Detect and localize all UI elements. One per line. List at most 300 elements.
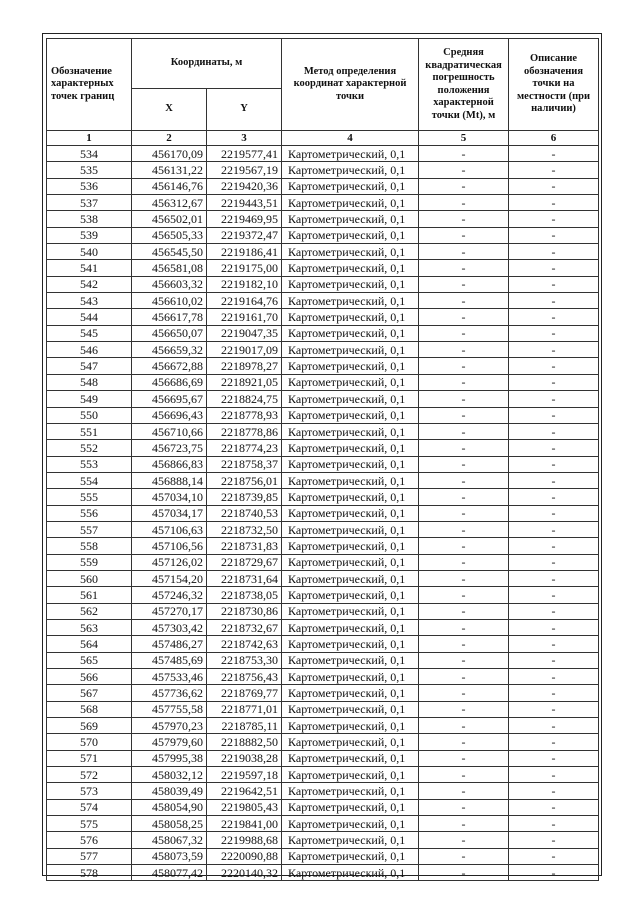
error-cell: - <box>419 521 509 537</box>
method-cell: Картометрический, 0,1 <box>282 685 419 701</box>
table-row <box>47 619 599 635</box>
method-cell: Картометрический, 0,1 <box>282 342 419 358</box>
point-number-cell: 573 <box>47 783 132 799</box>
y-coordinate-cell: 2218731,83 <box>207 538 282 554</box>
description-cell: - <box>509 538 599 554</box>
point-number-cell: 558 <box>47 538 132 554</box>
point-number-cell: 541 <box>47 260 132 276</box>
description-cell: - <box>509 554 599 570</box>
point-number-cell: 556 <box>47 505 132 521</box>
method-cell: Картометрический, 0,1 <box>282 423 419 439</box>
description-cell: - <box>509 718 599 734</box>
description-cell: - <box>509 570 599 586</box>
y-coordinate-cell: 2218742,63 <box>207 636 282 652</box>
table-row <box>47 309 599 325</box>
y-coordinate-cell: 2218769,77 <box>207 685 282 701</box>
point-number-cell: 568 <box>47 701 132 717</box>
error-cell: - <box>419 407 509 423</box>
method-cell: Картометрический, 0,1 <box>282 358 419 374</box>
description-cell: - <box>509 669 599 685</box>
description-cell: - <box>509 636 599 652</box>
y-coordinate-cell: 2218730,86 <box>207 603 282 619</box>
description-cell: - <box>509 195 599 211</box>
point-number-cell: 549 <box>47 391 132 407</box>
table-row <box>47 570 599 586</box>
method-cell: Картометрический, 0,1 <box>282 865 419 881</box>
description-cell: - <box>509 750 599 766</box>
method-cell: Картометрический, 0,1 <box>282 456 419 472</box>
y-coordinate-cell: 2219047,35 <box>207 325 282 341</box>
point-number-cell: 544 <box>47 309 132 325</box>
x-coordinate-cell: 458073,59 <box>132 848 207 864</box>
point-number-cell: 566 <box>47 669 132 685</box>
y-coordinate-cell: 2218758,37 <box>207 456 282 472</box>
method-cell: Картометрический, 0,1 <box>282 472 419 488</box>
point-number-cell: 535 <box>47 162 132 178</box>
method-cell: Картометрический, 0,1 <box>282 146 419 162</box>
error-cell: - <box>419 293 509 309</box>
x-coordinate-cell: 456545,50 <box>132 244 207 260</box>
description-cell: - <box>509 260 599 276</box>
x-coordinate-cell: 456312,67 <box>132 195 207 211</box>
error-cell: - <box>419 342 509 358</box>
point-number-cell: 575 <box>47 816 132 832</box>
error-cell: - <box>419 619 509 635</box>
description-cell: - <box>509 767 599 783</box>
error-cell: - <box>419 391 509 407</box>
point-number-cell: 571 <box>47 750 132 766</box>
column-number: 3 <box>207 131 282 146</box>
y-coordinate-cell: 2219161,70 <box>207 309 282 325</box>
error-cell: - <box>419 685 509 701</box>
x-coordinate-cell: 456603,32 <box>132 276 207 292</box>
x-coordinate-cell: 457106,56 <box>132 538 207 554</box>
table-row <box>47 358 599 374</box>
point-number-cell: 565 <box>47 652 132 668</box>
table-row <box>47 799 599 815</box>
table-row <box>47 603 599 619</box>
point-number-cell: 536 <box>47 178 132 194</box>
y-coordinate-cell: 2219420,36 <box>207 178 282 194</box>
error-cell: - <box>419 652 509 668</box>
error-cell: - <box>419 309 509 325</box>
error-cell: - <box>419 750 509 766</box>
x-coordinate-cell: 456888,14 <box>132 472 207 488</box>
point-number-cell: 548 <box>47 374 132 390</box>
error-cell: - <box>419 325 509 341</box>
method-cell: Картометрический, 0,1 <box>282 391 419 407</box>
error-cell: - <box>419 587 509 603</box>
description-cell: - <box>509 374 599 390</box>
point-number-cell: 570 <box>47 734 132 750</box>
x-coordinate-cell: 456505,33 <box>132 227 207 243</box>
table-row <box>47 276 599 292</box>
y-coordinate-cell: 2219597,18 <box>207 767 282 783</box>
column-number: 5 <box>419 131 509 146</box>
header-error: Средняя квадратическая погрешность положения характерной точки (Mt), м <box>419 39 509 131</box>
method-cell: Картометрический, 0,1 <box>282 505 419 521</box>
description-cell: - <box>509 358 599 374</box>
table-row <box>47 816 599 832</box>
description-cell: - <box>509 832 599 848</box>
error-cell: - <box>419 260 509 276</box>
method-cell: Картометрический, 0,1 <box>282 718 419 734</box>
description-cell: - <box>509 603 599 619</box>
error-cell: - <box>419 603 509 619</box>
table-row <box>47 685 599 701</box>
method-cell: Картометрический, 0,1 <box>282 750 419 766</box>
point-number-cell: 554 <box>47 472 132 488</box>
description-cell: - <box>509 865 599 881</box>
error-cell: - <box>419 570 509 586</box>
error-cell: - <box>419 734 509 750</box>
table-row <box>47 521 599 537</box>
method-cell: Картометрический, 0,1 <box>282 848 419 864</box>
method-cell: Картометрический, 0,1 <box>282 783 419 799</box>
method-cell: Картометрический, 0,1 <box>282 669 419 685</box>
method-cell: Картометрический, 0,1 <box>282 178 419 194</box>
error-cell: - <box>419 374 509 390</box>
method-cell: Картометрический, 0,1 <box>282 440 419 456</box>
y-coordinate-cell: 2218738,05 <box>207 587 282 603</box>
table-row <box>47 472 599 488</box>
method-cell: Картометрический, 0,1 <box>282 603 419 619</box>
x-coordinate-cell: 456672,88 <box>132 358 207 374</box>
error-cell: - <box>419 799 509 815</box>
column-number: 4 <box>282 131 419 146</box>
method-cell: Картометрический, 0,1 <box>282 619 419 635</box>
column-number: 2 <box>132 131 207 146</box>
y-coordinate-cell: 2219164,76 <box>207 293 282 309</box>
y-coordinate-cell: 2218774,23 <box>207 440 282 456</box>
x-coordinate-cell: 457034,17 <box>132 505 207 521</box>
x-coordinate-cell: 456617,78 <box>132 309 207 325</box>
y-coordinate-cell: 2218824,75 <box>207 391 282 407</box>
method-cell: Картометрический, 0,1 <box>282 407 419 423</box>
table-row <box>47 489 599 505</box>
y-coordinate-cell: 2219469,95 <box>207 211 282 227</box>
method-cell: Картометрический, 0,1 <box>282 211 419 227</box>
table-row <box>47 767 599 783</box>
description-cell: - <box>509 325 599 341</box>
description-cell: - <box>509 423 599 439</box>
y-coordinate-cell: 2219841,00 <box>207 816 282 832</box>
x-coordinate-cell: 456502,01 <box>132 211 207 227</box>
x-coordinate-cell: 457755,58 <box>132 701 207 717</box>
x-coordinate-cell: 456695,67 <box>132 391 207 407</box>
description-cell: - <box>509 407 599 423</box>
point-number-cell: 576 <box>47 832 132 848</box>
error-cell: - <box>419 178 509 194</box>
point-number-cell: 550 <box>47 407 132 423</box>
method-cell: Картометрический, 0,1 <box>282 767 419 783</box>
x-coordinate-cell: 458039,49 <box>132 783 207 799</box>
table-row <box>47 652 599 668</box>
x-coordinate-cell: 456659,32 <box>132 342 207 358</box>
description-cell: - <box>509 227 599 243</box>
column-number: 6 <box>509 131 599 146</box>
table-row <box>47 750 599 766</box>
error-cell: - <box>419 865 509 881</box>
point-number-cell: 564 <box>47 636 132 652</box>
table-row <box>47 211 599 227</box>
description-cell: - <box>509 848 599 864</box>
method-cell: Картометрический, 0,1 <box>282 489 419 505</box>
point-number-cell: 534 <box>47 146 132 162</box>
point-number-cell: 540 <box>47 244 132 260</box>
point-number-cell: 577 <box>47 848 132 864</box>
point-number-cell: 559 <box>47 554 132 570</box>
error-cell: - <box>419 244 509 260</box>
point-number-cell: 553 <box>47 456 132 472</box>
error-cell: - <box>419 505 509 521</box>
description-cell: - <box>509 799 599 815</box>
error-cell: - <box>419 783 509 799</box>
table-row <box>47 146 599 162</box>
x-coordinate-cell: 456710,66 <box>132 423 207 439</box>
y-coordinate-cell: 2218771,01 <box>207 701 282 717</box>
x-coordinate-cell: 456650,07 <box>132 325 207 341</box>
y-coordinate-cell: 2218729,67 <box>207 554 282 570</box>
column-number-row <box>47 131 599 146</box>
error-cell: - <box>419 211 509 227</box>
error-cell: - <box>419 767 509 783</box>
point-number-cell: 552 <box>47 440 132 456</box>
point-number-cell: 545 <box>47 325 132 341</box>
y-coordinate-cell: 2220090,88 <box>207 848 282 864</box>
y-coordinate-cell: 2219988,68 <box>207 832 282 848</box>
description-cell: - <box>509 783 599 799</box>
x-coordinate-cell: 458032,12 <box>132 767 207 783</box>
y-coordinate-cell: 2218756,43 <box>207 669 282 685</box>
x-coordinate-cell: 457303,42 <box>132 619 207 635</box>
error-cell: - <box>419 440 509 456</box>
x-coordinate-cell: 457485,69 <box>132 652 207 668</box>
description-cell: - <box>509 178 599 194</box>
y-coordinate-cell: 2218882,50 <box>207 734 282 750</box>
x-coordinate-cell: 458067,32 <box>132 832 207 848</box>
table-row <box>47 195 599 211</box>
y-coordinate-cell: 2218921,05 <box>207 374 282 390</box>
table-row <box>47 391 599 407</box>
method-cell: Картометрический, 0,1 <box>282 293 419 309</box>
x-coordinate-cell: 457154,20 <box>132 570 207 586</box>
table-row <box>47 636 599 652</box>
method-cell: Картометрический, 0,1 <box>282 521 419 537</box>
point-number-cell: 563 <box>47 619 132 635</box>
description-cell: - <box>509 211 599 227</box>
y-coordinate-cell: 2219372,47 <box>207 227 282 243</box>
method-cell: Картометрический, 0,1 <box>282 570 419 586</box>
description-cell: - <box>509 685 599 701</box>
point-number-cell: 567 <box>47 685 132 701</box>
description-cell: - <box>509 816 599 832</box>
error-cell: - <box>419 456 509 472</box>
x-coordinate-cell: 457270,17 <box>132 603 207 619</box>
description-cell: - <box>509 652 599 668</box>
description-cell: - <box>509 619 599 635</box>
description-cell: - <box>509 587 599 603</box>
table-row <box>47 554 599 570</box>
error-cell: - <box>419 816 509 832</box>
table-row <box>47 456 599 472</box>
error-cell: - <box>419 636 509 652</box>
error-cell: - <box>419 162 509 178</box>
y-coordinate-cell: 2219567,19 <box>207 162 282 178</box>
description-cell: - <box>509 391 599 407</box>
header-point: Обозначение характерных точек границ <box>47 39 132 131</box>
x-coordinate-cell: 457106,63 <box>132 521 207 537</box>
point-number-cell: 538 <box>47 211 132 227</box>
description-cell: - <box>509 456 599 472</box>
point-number-cell: 562 <box>47 603 132 619</box>
error-cell: - <box>419 489 509 505</box>
method-cell: Картометрический, 0,1 <box>282 652 419 668</box>
header-x: X <box>132 89 207 131</box>
method-cell: Картометрический, 0,1 <box>282 734 419 750</box>
point-number-cell: 543 <box>47 293 132 309</box>
description-cell: - <box>509 309 599 325</box>
x-coordinate-cell: 456170,09 <box>132 146 207 162</box>
method-cell: Картометрический, 0,1 <box>282 816 419 832</box>
table-row <box>47 260 599 276</box>
point-number-cell: 572 <box>47 767 132 783</box>
x-coordinate-cell: 456866,83 <box>132 456 207 472</box>
table-row <box>47 718 599 734</box>
point-number-cell: 578 <box>47 865 132 881</box>
x-coordinate-cell: 456686,69 <box>132 374 207 390</box>
point-number-cell: 539 <box>47 227 132 243</box>
error-cell: - <box>419 276 509 292</box>
y-coordinate-cell: 2219182,10 <box>207 276 282 292</box>
x-coordinate-cell: 457970,23 <box>132 718 207 734</box>
error-cell: - <box>419 358 509 374</box>
description-cell: - <box>509 489 599 505</box>
x-coordinate-cell: 456723,75 <box>132 440 207 456</box>
point-number-cell: 560 <box>47 570 132 586</box>
y-coordinate-cell: 2218753,30 <box>207 652 282 668</box>
error-cell: - <box>419 227 509 243</box>
table-row <box>47 505 599 521</box>
x-coordinate-cell: 456696,43 <box>132 407 207 423</box>
x-coordinate-cell: 457486,27 <box>132 636 207 652</box>
table-row <box>47 440 599 456</box>
table-row <box>47 669 599 685</box>
y-coordinate-cell: 2218740,53 <box>207 505 282 521</box>
table-row <box>47 701 599 717</box>
method-cell: Картометрический, 0,1 <box>282 799 419 815</box>
y-coordinate-cell: 2218778,93 <box>207 407 282 423</box>
table-row <box>47 342 599 358</box>
point-number-cell: 542 <box>47 276 132 292</box>
y-coordinate-cell: 2218732,50 <box>207 521 282 537</box>
error-cell: - <box>419 538 509 554</box>
table-row <box>47 734 599 750</box>
error-cell: - <box>419 669 509 685</box>
description-cell: - <box>509 521 599 537</box>
point-number-cell: 574 <box>47 799 132 815</box>
table-row <box>47 244 599 260</box>
y-coordinate-cell: 2219038,28 <box>207 750 282 766</box>
header-coordinates: Координаты, м <box>132 39 282 89</box>
table-row <box>47 407 599 423</box>
error-cell: - <box>419 848 509 864</box>
point-number-cell: 555 <box>47 489 132 505</box>
point-number-cell: 557 <box>47 521 132 537</box>
x-coordinate-cell: 457126,02 <box>132 554 207 570</box>
table-row <box>47 178 599 194</box>
method-cell: Картометрический, 0,1 <box>282 587 419 603</box>
method-cell: Картометрический, 0,1 <box>282 701 419 717</box>
x-coordinate-cell: 457736,62 <box>132 685 207 701</box>
y-coordinate-cell: 2219577,41 <box>207 146 282 162</box>
method-cell: Картометрический, 0,1 <box>282 374 419 390</box>
description-cell: - <box>509 440 599 456</box>
method-cell: Картометрический, 0,1 <box>282 244 419 260</box>
method-cell: Картометрический, 0,1 <box>282 538 419 554</box>
point-number-cell: 551 <box>47 423 132 439</box>
x-coordinate-cell: 456146,76 <box>132 178 207 194</box>
method-cell: Картометрический, 0,1 <box>282 554 419 570</box>
error-cell: - <box>419 718 509 734</box>
x-coordinate-cell: 457533,46 <box>132 669 207 685</box>
x-coordinate-cell: 458058,25 <box>132 816 207 832</box>
table-row <box>47 162 599 178</box>
point-number-cell: 569 <box>47 718 132 734</box>
column-number: 1 <box>47 131 132 146</box>
description-cell: - <box>509 293 599 309</box>
y-coordinate-cell: 2219186,41 <box>207 244 282 260</box>
point-number-cell: 547 <box>47 358 132 374</box>
description-cell: - <box>509 146 599 162</box>
x-coordinate-cell: 457995,38 <box>132 750 207 766</box>
y-coordinate-cell: 2218732,67 <box>207 619 282 635</box>
header-method: Метод определения координат характерной точки <box>282 39 419 131</box>
description-cell: - <box>509 701 599 717</box>
table-row <box>47 538 599 554</box>
x-coordinate-cell: 456131,22 <box>132 162 207 178</box>
x-coordinate-cell: 457979,60 <box>132 734 207 750</box>
point-number-cell: 546 <box>47 342 132 358</box>
description-cell: - <box>509 472 599 488</box>
method-cell: Картометрический, 0,1 <box>282 325 419 341</box>
x-coordinate-cell: 458054,90 <box>132 799 207 815</box>
header-y: Y <box>207 89 282 131</box>
y-coordinate-cell: 2218978,27 <box>207 358 282 374</box>
point-number-cell: 561 <box>47 587 132 603</box>
description-cell: - <box>509 244 599 260</box>
error-cell: - <box>419 701 509 717</box>
y-coordinate-cell: 2219805,43 <box>207 799 282 815</box>
description-cell: - <box>509 162 599 178</box>
error-cell: - <box>419 146 509 162</box>
table-row <box>47 865 599 881</box>
method-cell: Картометрический, 0,1 <box>282 309 419 325</box>
y-coordinate-cell: 2218785,11 <box>207 718 282 734</box>
method-cell: Картометрический, 0,1 <box>282 260 419 276</box>
y-coordinate-cell: 2218731,64 <box>207 570 282 586</box>
error-cell: - <box>419 195 509 211</box>
method-cell: Картометрический, 0,1 <box>282 276 419 292</box>
table-row <box>47 325 599 341</box>
boundary-points-table <box>46 38 599 881</box>
error-cell: - <box>419 472 509 488</box>
x-coordinate-cell: 457034,10 <box>132 489 207 505</box>
description-cell: - <box>509 734 599 750</box>
y-coordinate-cell: 2219017,09 <box>207 342 282 358</box>
table-row <box>47 848 599 864</box>
point-number-cell: 537 <box>47 195 132 211</box>
